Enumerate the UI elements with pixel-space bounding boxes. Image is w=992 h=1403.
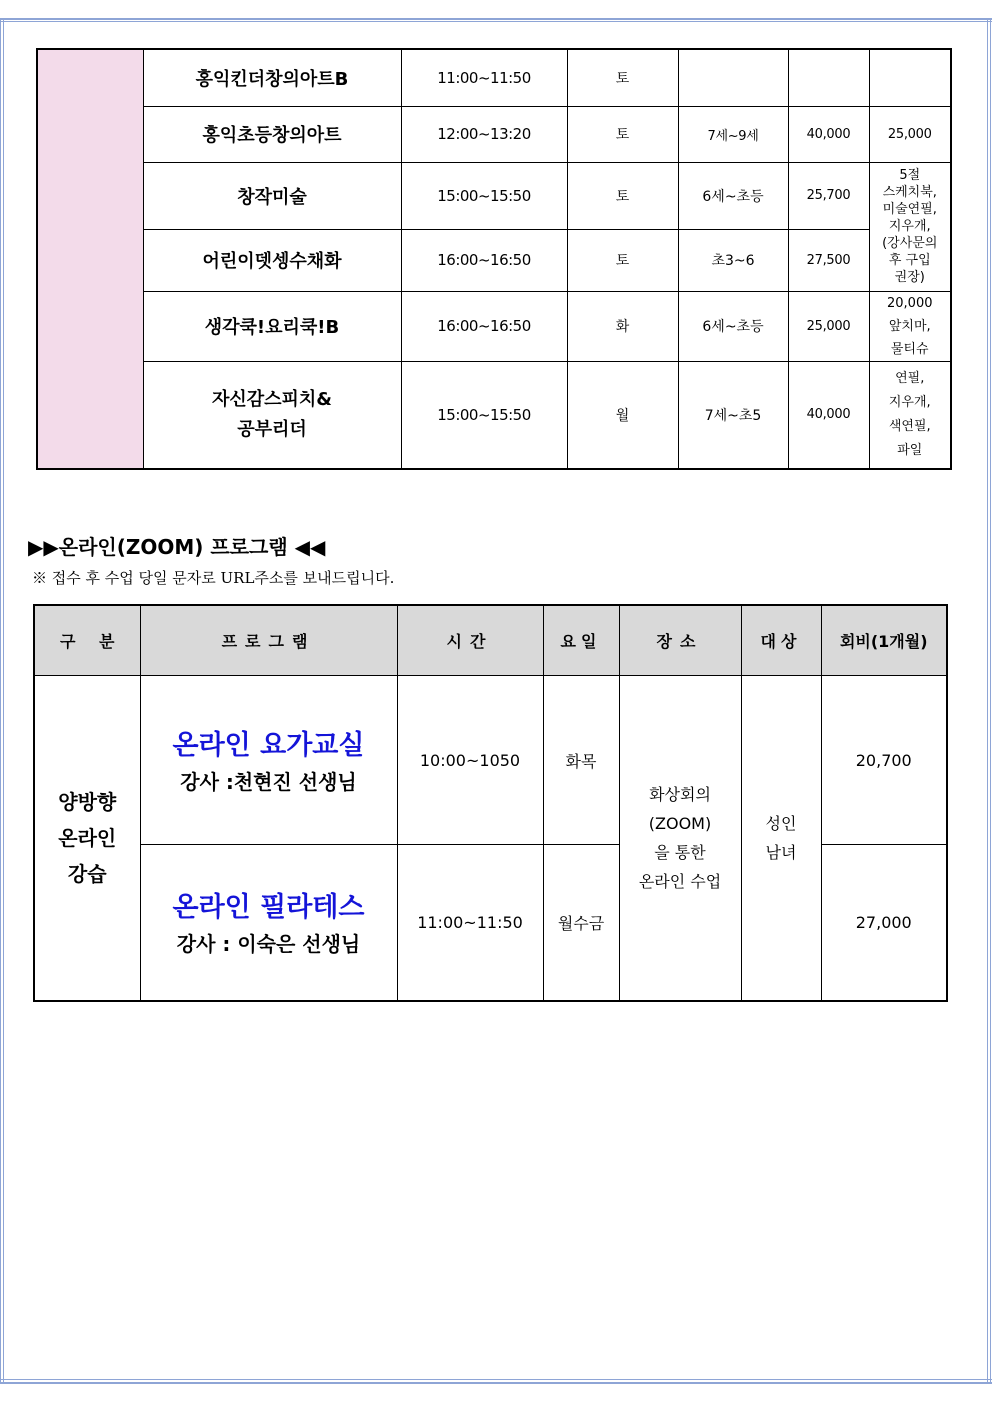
fee: 20,700 [821,676,947,845]
class-day: 토 [567,229,678,291]
material [869,291,951,361]
material-line: 권장) [894,270,925,285]
target-age: 6세~초등 [678,162,788,229]
page-border-right [987,20,991,1382]
online-section-note: ※ 접수 후 수업 당일 문자로 URL주소를 보내드립니다. [32,569,395,587]
class-day: 토 [567,162,678,229]
material-line: 지우개, [888,219,931,234]
class-time: 15:00~15:50 [401,361,567,469]
class-day: 토 [567,49,678,106]
header-venue: 장소 [619,605,741,676]
fee: 40,000 [788,106,869,162]
page-border-bottom [0,1379,992,1384]
class-day: 월수금 [543,845,619,1001]
program-name: 홍익킨더창의아트B [143,49,401,106]
class-time: 15:00~15:50 [401,162,567,229]
material-line: 앞치마, [888,318,931,334]
class-day: 월 [567,361,678,469]
material-line: 색연필, [888,418,931,434]
material [869,361,951,469]
header-day: 요일 [543,605,619,676]
class-time: 12:00~13:20 [401,106,567,162]
fee: 25,000 [788,291,869,361]
fee: 27,500 [788,229,869,291]
table-row [37,106,951,162]
program-cell [140,676,397,845]
table-row [37,229,951,291]
fee [788,49,869,106]
program-name: 창작미술 [143,162,401,229]
material-line: 미술연필, [882,202,937,217]
table-row [37,162,951,229]
target-age: 6세~초등 [678,291,788,361]
page-border-top [0,18,992,22]
class-day: 화 [567,291,678,361]
program-name: 홍익초등창의아트 [143,106,401,162]
program-name: 어린이뎃셍수채화 [143,229,401,291]
material-line: 후 구입 [888,253,931,268]
material: 25,000 [869,106,951,162]
target-age [678,49,788,106]
program-name: 생각쿡!요리쿡!B [143,291,401,361]
header-fee: 회비(1개월) [821,605,947,676]
class-time: 16:00~16:50 [401,291,567,361]
material [869,49,951,106]
fee: 40,000 [788,361,869,469]
target-cell: 성인 남녀 [741,676,821,1001]
program-name: 온라인 필라테스 [172,891,365,923]
material-line: 연필, [895,370,925,386]
category-cell: 양방향 온라인 강습 [34,676,140,1001]
table-row [37,361,951,469]
teacher-name: 강사 : 이숙은 선생님 [176,931,361,956]
program-schedule-table [36,48,952,470]
category-cell [37,49,143,469]
material-line: 물티슈 [890,341,929,357]
class-day: 화목 [543,676,619,845]
table-header-row [34,605,947,676]
fee: 27,000 [821,845,947,1001]
target-age: 7세~초5 [678,361,788,469]
table-row [34,676,947,845]
class-time: 11:00~11:50 [397,845,543,1001]
page-border-left [0,20,4,1382]
header-category: 구 분 [34,605,140,676]
material-line: 20,000 [887,295,933,311]
table-row [37,49,951,106]
venue-cell: 화상회의 (ZOOM) 을 통한 온라인 수업 [619,676,741,1001]
header-time: 시간 [397,605,543,676]
program-name: 자신감스피치& 공부리더 [143,361,401,469]
header-program: 프로그램 [140,605,397,676]
material-line: 파일 [897,442,923,458]
material-line: 스케치북, [882,185,937,200]
online-section-title: ▶▶온라인(ZOOM) 프로그램 ◀◀ [28,535,326,559]
fee: 25,700 [788,162,869,229]
material-line: 지우개, [888,394,931,410]
class-time: 11:00~11:50 [401,49,567,106]
program-name: 온라인 요가교실 [172,729,365,761]
table-row [37,291,951,361]
header-target: 대상 [741,605,821,676]
class-day: 토 [567,106,678,162]
shared-material [869,162,951,291]
target-age: 7세~9세 [678,106,788,162]
class-time: 10:00~1050 [397,676,543,845]
teacher-name: 강사 :천현진 선생님 [180,769,357,794]
class-time: 16:00~16:50 [401,229,567,291]
target-age: 초3~6 [678,229,788,291]
online-program-table [33,604,948,1002]
material-line: (강사문의 [882,236,938,251]
program-cell [140,845,397,1001]
material-line: 5절 [899,168,921,183]
